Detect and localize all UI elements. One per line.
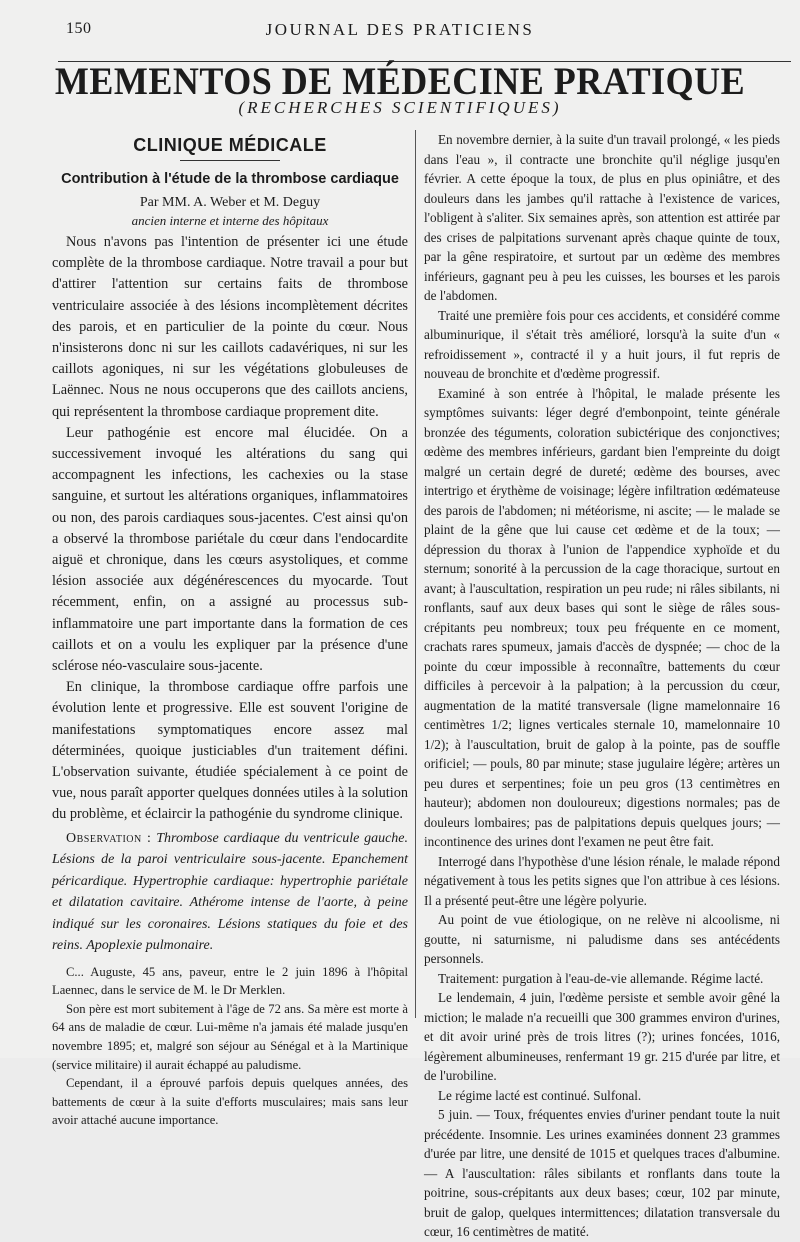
followup-paragraph: Le lendemain, 4 juin, l'œdème persiste et semble avoir gêné la miction; le malade n'a recueilli que 300 grammes environ d'urines, et dit avoir uriné près de trois litres (?); urines foncées, 1016, légèrement albumineuses, renfermant 19 gr. 215 d'urée par litre, et de l'urobiline. [424,990,780,1083]
right-column [424,130,780,1242]
intro-paragraph: Nous n'avons pas l'intention de présenter ici une étude complète de la thrombose cardiaque. Notre travail a pour but d'attirer l'attention sur certains faits de thrombose ventriculaire associée à des lésions incomplètement décrites des parois, et en particulier de la pointe du cœur. Nous n'insisterons donc ni sur les caillots cadavériques, ni sur les caillots agoniques, ni sur les végétations globuleuses de Laënnec. Nous ne nous occuperons que des caillots anciens, qui représentent la thrombose cardiaque proprement dite. [52,234,408,420]
page-subtitle: (RECHERCHES SCIENTIFIQUES) [238,98,562,117]
case-paragraph: Cependant, il a éprouvé parfois depuis quelques années, des battements de cœur à la suite d'efforts musculaires; mais sans leur avoir attaché aucune importance. [52,1076,408,1128]
interrogation-paragraph: Interrogé dans l'hypothèse d'une lésion rénale, le malade répond négativement à tous les petits signes que l'on attribue à ces lésions. Il a présenté peut-être une légère polyurie. [424,853,780,908]
clinic-paragraph: En clinique, la thrombose cardiaque offre parfois une évolution lente et progressive. Elle est souvent l'origine de manifestations symptomatiques encore assez mal déterminées, quoique justiciables d'un traitement défini. L'observation suivante, étudiée spécialement à ce point de vue, nous paraît apporter quelques données utiles à la solution du problème, et éclaircir la pathogénie du syndrome clinique. [52,679,408,823]
observation-heading [52,828,408,957]
case-paragraph: C... Auguste, 45 ans, paveur, entre le 2 juin 1896 à l'hôpital Laennec, dans le service de M. le Dr Merklen. [52,964,408,998]
section-heading: CLINIQUE MÉDICALE [133,135,327,155]
running-head [0,18,800,44]
history-paragraph: Traité une première fois pour ces accidents, et considéré comme albuminurique, il s'était très amélioré, lorsqu'à la suite d'un « refroidissement », contracté il y a huit jours, il fut repris de nouveau de bronchite et d'œdème progressif. [424,307,780,381]
page-number: 150 [66,20,92,37]
exam-paragraph: Examiné à son entrée à l'hôpital, le malade présente les symptômes suivants: léger degré d'embonpoint, teinte générale bronzée des téguments, coloration subictérique des conjonctives; œdème des membres inférieurs, gardant bien l'empreinte du doigt malgré un certain degré de dureté; œdème des bourses, avec intertrigo et érythème de voisinage; légère infiltration œdémateuse des parois de l'abdomen; ni météorisme, ni ascite; — le malade se plaint de la gêne que lui cause cet œdème et de la toux; — dépression du thorax à l'union de l'appendice xyphoïde et du sternum; sonorité à la percussion de la cage thoracique, surtout en avant; à l'auscultation, respiration un peu rude; ni râles sibilants, ni ronflants, sauf aux deux bases qui sont le siège de râles sous-crépitants peu nombreux; toux peu fréquente en ce moment, crachats rares spumeux, jamais d'accès de dyspnée; — choc de la pointe du cœur impossible à reconnaître, battements du cœur difficiles à percevoir à la palpation; à la percussion du cœur, augmentation de la matité transversale (ligne mamelonnaire 16 centimètres 1/2; lignes verticales sternale 10, mamelonnaire 10 1/2); à l'auscultation, bruit de galop à la pointe, pas de souffle orificiel; — pouls, 80 par minute; stase jugulaire légère; artères un peu dures et serpentines; foie un peu gros (13 centimètres en hauteur); abdomen non douloureux; digestions normales; pas de douleurs lombaires; pas de palpitations depuis quelques jours; — incontinence des urines dont l'examen ne peut être fait. [424,385,780,849]
pathogeny-paragraph: Leur pathogénie est encore mal élucidée. On a successivement invoqué les altérations du sang qui accompagnent les infections, les cachexies ou la stase sanguine, et surtout les altérations organiques, inflammatoires ou non, des parois cardiaques sous-jacentes. C'est ainsi qu'on a observé la thrombose pariétale du cœur dans l'endocardite aiguë et chronique, dans les cœurs asystoliques, et comme lésion associée aux dégénérescences du myocarde. Tout récemment, enfin, on a assigné au processus sub-inflammatoire une part importante dans la formation de ces caillots et on a voulu les expliquer par la présence d'une sclérose néo-vasculaire sous-jacente. [52,424,408,675]
treatment-paragraph: Traitement: purgation à l'eau-de-vie allemande. Régime lacté. [438,970,764,986]
article-author-roles: ancien interne et interne des hôpitaux [131,213,329,228]
case-history [52,963,408,1130]
article-title: Contribution à l'étude de la thrombose cardiaque [61,171,399,187]
observation-label: Observation : [66,830,152,846]
etiology-paragraph: Au point de vue étiologique, on ne relève ni alcoolisme, ni goutte, ni saturnisme, ni paludisme dans ses antécédents personnels. [424,912,780,966]
journal-name: JOURNAL DES PRATICIENS [265,20,535,39]
regimen-paragraph: Le régime lacté est continué. Sulfonal. [438,1087,642,1103]
history-paragraph: En novembre dernier, à la suite d'un travail prolongé, « les pieds dans l'eau », il contracte une bronchite qu'il néglige jusqu'en février. A cette époque la toux, de plus en plus opiniâtre, et des douleurs dans les jambes qu'il rattache à l'existence de varices, l'obligent à s'aliter. Six semaines après, son attention est attirée par des crises de palpitations survenant après chaque quinte de toux, par la gêne respiratoire, et surtout par un œdème des membres inférieurs, gagnant peu à peu les cuisses, les bourses et les parois de l'abdomen. [424,132,780,303]
left-column [52,128,408,1130]
section-rule [180,160,280,161]
case-paragraph: Son père est mort subitement à l'âge de 72 ans. Sa mère est morte à 64 ans de maladie de cœur. Lui-même n'a jamais été malade jusqu'en novembre 1895; et, malgré son séjour au Sénégal et à la Martinique (service militaire) il aurait échappé au paludisme. [52,1001,408,1072]
article-byline: Par MM. A. Weber et M. Deguy [139,195,321,210]
page-title: MEMENTOS DE MÉDECINE PRATIQUE [54,59,746,103]
column-divider [415,130,416,1018]
observation-summary: Thrombose cardiaque du ventricule gauche. Lésions de la paroi ventriculaire sous-jacente. Epanchement péricardique. Hypertrophie cardiaque: hypertrophie pariétale et dilatation cavitaire. Athérome intense de l'aorte, à peine indiqué sur les coronaires. Lésions statiques du foie et des reins. Apoplexie pulmonaire. [52,830,409,954]
june-5-paragraph: 5 juin. — Toux, fréquentes envies d'uriner pendant toute la nuit précédente. Insomnie. Les urines examinées donnent 23 grammes d'urée par litre, une densité de 1015 et quelques traces d'albumine. — A l'auscultation: râles sibilants et ronflants dans toute la poitrine, sous-crépitants aux deux bases; cœur, 102 par minute, bruit de galop, quelques intermittences; dilatation transversale du cœur, 16 centimètres de matité. [424,1107,780,1239]
